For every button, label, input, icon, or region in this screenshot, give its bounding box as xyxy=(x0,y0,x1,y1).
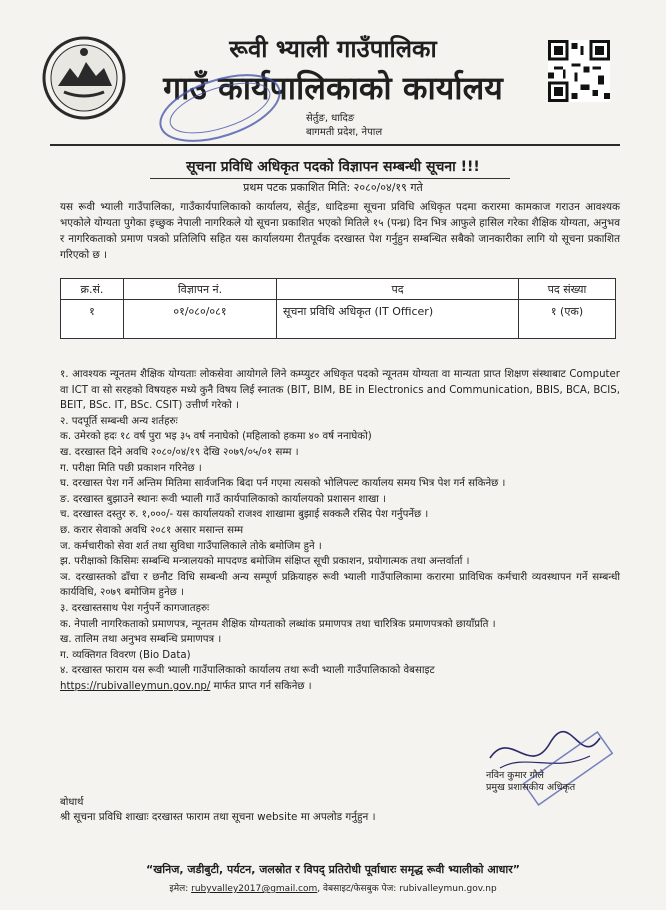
notice-subject: सूचना प्रविधि अधिकृत पदको विज्ञापन सम्बन्धी सूचना !!! xyxy=(186,159,480,175)
list-item: ग. व्यक्तिगत विवरण (Bio Data) xyxy=(60,649,191,661)
table-header-row xyxy=(61,279,616,300)
signatory-block xyxy=(486,770,606,794)
notice-body xyxy=(60,367,620,694)
list-item: ज. कर्मचारीको सेवा शर्त तथा सुविधा गाउँपालिकाले तोके बमोजिम हुने । xyxy=(60,540,322,552)
address-line-2: बागमती प्रदेश, नेपाल xyxy=(306,127,383,138)
signatory-title: प्रमुख प्रशासकीय अधिकृत xyxy=(486,782,576,793)
list-item: ङ. दरखास्त बुझाउने स्थानः रूवी भ्याली गाउँ कार्यपालिकाको कार्यालयको प्रशासन शाखा । xyxy=(60,493,387,505)
office-stamp-icon xyxy=(150,72,290,144)
list-item: छ. करार सेवाको अवधि २०८१ असार मसान्त सम्म xyxy=(60,524,244,536)
cell-count: १ (एक) xyxy=(519,300,616,339)
header-ad-no: विज्ञापन नं. xyxy=(124,279,277,300)
website-link[interactable]: https://rubivalleymun.gov.np/ xyxy=(60,680,211,692)
signatory-name: नविन कुमार गौले xyxy=(486,770,544,781)
web-label: , वेबसाइट/फेसबुक पेज: xyxy=(317,884,397,894)
list-item: ग. परीक्षा मिति पछी प्रकाशन गरिनेछ । xyxy=(60,462,202,474)
list-item: क. नेपाली नागरिकताको प्रमाणपत्र, न्यूनतम शैक्षिक योग्यताको लब्धांक प्रमाणपत्र तथा चारित्रिक प्रमाणपत्रको छायाँप्रति । xyxy=(60,618,496,630)
org-name: रूवी भ्याली गाउँपालिका xyxy=(229,35,437,63)
cell-sn: १ xyxy=(61,300,124,339)
email-label: इमेल: xyxy=(169,884,189,894)
office-name: गाउँ कार्यपालिकाको कार्यालय xyxy=(163,69,503,107)
table-row xyxy=(61,300,616,339)
list-item: ञ. दरखास्तको ढाँचा र छनौट विधि सम्बन्धी अन्य सम्पूर्ण प्रक्रियाहरु रूवी भ्याली गाउँपालिकामा करारमा प्राविधिक कर्मचारी व्यवस्थापन गर्ने सम्बन्धी कार्यविधि, २०७९ बमोजिम हुनेछ । xyxy=(60,571,620,599)
footer-slogan: “खनिज, जडीबुटी, पर्यटन, जलस्रोत र विपद् प्रतिरोधी पूर्वाधारः समृद्ध रूवी भ्यालीको आधार” xyxy=(146,863,520,876)
address-line-1: सेर्तुङ, धादिङ xyxy=(306,113,355,124)
web-link[interactable]: rubivalleymun.gov.np xyxy=(399,884,497,894)
conditions-title: २. पदपूर्ति सम्बन्धी अन्य शर्तहरुः xyxy=(60,415,178,427)
header-sn: क्र.सं. xyxy=(61,279,124,300)
published-date: प्रथम पटक प्रकाशित मिति: २०८०/०४/१९ गते xyxy=(243,181,423,194)
header-divider xyxy=(50,144,620,146)
list-item: ख. तालिम तथा अनुभव सम्बन्धि प्रमाणपत्र । xyxy=(60,634,222,646)
footer-contact xyxy=(0,881,666,894)
header-count: पद संख्या xyxy=(519,279,616,300)
intro-paragraph: यस रूवी भ्याली गाउँपालिका, गाउँकार्यपालिकाको कार्यालय, सेर्तुङ, धादिङमा सूचना प्रविधि अधिकृत पदमा करारमा कामकाज गराउन आवश्यक भएकोले योग्यता पुगेका इच्छुक नेपाली नागरिकले यो सूचना प्रकाशित भएको मितिले १५ (पन्ध्र) दिन भित्र आफुले हासिल गरेका शैक्षिक योग्यता, अनुभव र नागरिकताको प्रमाण पत्रको प्रतिलिपि सहित यस कार्यालयमा रीतपूर्वक दरखास्त पेश गर्नुहुन सम्बन्धित सबैको जानकारीका लागि यो सूचना प्रकाशित गरिएको छ । xyxy=(60,201,620,261)
signature-icon xyxy=(470,718,620,808)
cc-text: श्री सूचना प्रविधि शाखाः दरखास्त फाराम तथा सूचना website मा अपलोड गर्नुहुन । xyxy=(60,811,376,823)
documents-title: ३. दरखास्तसाथ पेश गर्नुपर्ने कागजातहरुः xyxy=(60,602,210,614)
cell-post: सूचना प्रविधि अधिकृत (IT Officer) xyxy=(277,300,519,339)
list-item: क. उमेरको हदः १८ वर्ष पुरा भइ ३५ वर्ष ननाघेको (महिलाको हकमा ४० वर्ष ननाघेको) xyxy=(60,431,372,443)
header-post: पद xyxy=(277,279,519,300)
form-availability-text: ४. दरखास्त फाराम यस रूवी भ्याली गाउँपालिकाको कार्यालय तथा रूवी भ्याली गाउँपालिकाको वेबसाइट xyxy=(60,665,435,677)
form-availability-suffix: मार्फत प्राप्त गर्न सकिनेछ । xyxy=(210,680,312,692)
list-item: घ. दरखास्त पेश गर्ने अन्तिम मितिमा सार्वजनिक बिदा पर्न गएमा त्यसको भोलिपल्ट कार्यालय समय भित्र पेश गर्न सकिनेछ । xyxy=(60,478,506,490)
qualification-paragraph: १. आवश्यक न्यूनतम शैक्षिक योग्यताः लोकसेवा आयोगले लिने कम्प्युटर अधिकृत पदको न्यूनतम योग्यता वा मान्यता प्राप्त शिक्षण संस्थाबाट Computer वा ICT वा सो सरहको विषयहरु मध्ये कुनै विषय लिई स्नातक (BIT, BIM, BE in Electronics and Communication, BBIS, BCA, BCIS, BEIT, BSc. IT, BSc. CSIT) उत्तीर्ण गरेको । xyxy=(60,369,620,412)
vacancy-table xyxy=(60,278,616,339)
subject-underline xyxy=(150,178,510,179)
email-link[interactable]: rubyvalley2017@gmail.com xyxy=(191,884,318,894)
cell-ad-no: ०१/०८०/०८१ xyxy=(124,300,277,339)
list-item: च. दरखास्त दस्तुर रु. १,०००/- यस कार्यालयको राजश्व शाखामा बुझाई सक्कलै रसिद पेश गर्नुपर्नेछ । xyxy=(60,509,429,521)
cc-label: बोधार्थ xyxy=(60,797,84,808)
form-availability-paragraph xyxy=(60,663,620,694)
list-item: ख. दरखास्त दिने अवधि २०८०/०४/१९ देखि २०७९/०५/०१ सम्म । xyxy=(60,446,299,458)
list-item: झ. परीक्षाको किसिमः सम्बन्धि मन्त्रालयको मापदण्ड बमोजिम संक्षिप्त सूची प्रकाशन, प्रयोगात्मक तथा अन्तर्वार्ता । xyxy=(60,556,470,568)
